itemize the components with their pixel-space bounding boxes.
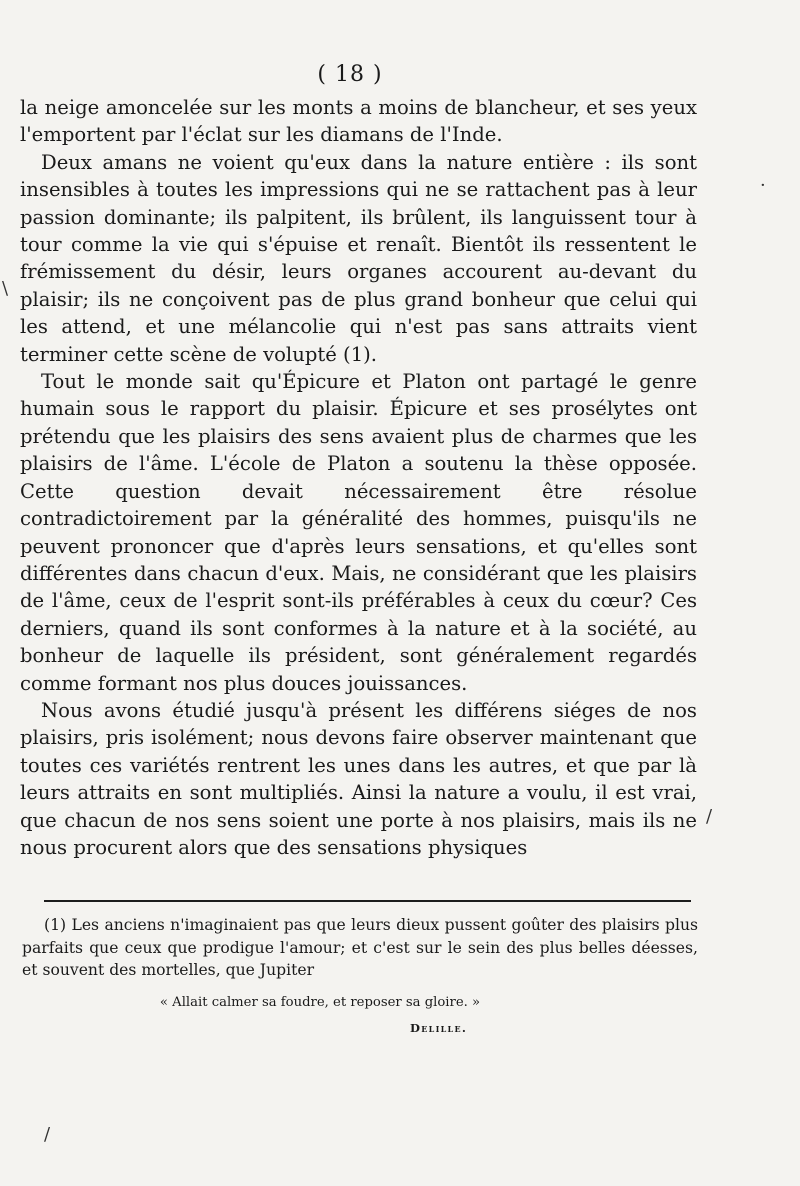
footnote-attribution: Delille. — [410, 1021, 468, 1035]
margin-mark: / — [44, 1124, 51, 1145]
margin-mark: / — [706, 806, 713, 827]
margin-mark: · — [760, 175, 766, 196]
paragraph-epicurus-plato: Tout le monde sait qu'Épicure et Platon ont partagé le genre humain sous le rapport du plaisir. Épicure et ses prosélytes ont prétendu que les plaisirs des sens avaient plus de charmes que les plaisirs de l'âme. L'école de Platon a soutenu la thèse opposée. Cette question devait nécessairement être résolue contradictoirement par la généralité des hommes, puisqu'ils ne peuvent prononcer que d'après leurs sensations, et qu'elles sont différentes dans chacun d'eux. Mais, ne considérant que les plaisirs de l'âme, ceux de l'esprit sont-ils préférables à ceux du cœur? Ces derniers, quand ils sont conformes à la nature et à la société, au bonheur de laquelle ils président, sont généralement regardés comme formant nos plus douces jouissances. — [20, 370, 697, 695]
footnote-text: (1) Les anciens n'imaginaient pas que leurs dieux pussent goûter des plaisirs plus parfaits que ceux que prodigue l'amour; et c'est sur le sein des plus belles déesses, et souvent des mortelles, que Jupiter — [22, 916, 698, 979]
main-text — [20, 94, 697, 861]
page-number: ( 18 ) — [317, 62, 383, 87]
footnote-quote: « Allait calmer sa foudre, et reposer sa gloire. » — [159, 995, 481, 1010]
margin-mark: \ — [2, 278, 9, 299]
paragraph-pleasures-combined: Nous avons étudié jusqu'à présent les différens siéges de nos plaisirs, pris isolément; nous devons faire observer maintenant que toutes ces variétés rentrent les unes dans les autres, et que par là leurs attraits en sont multipliés. Ainsi la nature a voulu, il est vrai, que chacun de nos sens soient une porte à nos plaisirs, mais ils ne nous procurent alors que des sensations physiques — [20, 698, 697, 859]
paragraph-continuation: la neige amoncelée sur les monts a moins de blancheur, et ses yeux l'emportent par l'éclat sur les diamans de l'Inde. — [20, 96, 697, 147]
footnote — [22, 914, 698, 982]
paragraph-lovers: Deux amans ne voient qu'eux dans la nature entière : ils sont insensibles à toutes les impressions qui ne se rattachent pas à leur passion dominante; ils palpitent, ils brûlent, ils languissent tour à tour comme la vie qui s'épuise et renaît. Bientôt ils ressentent le frémissement du désir, leurs organes accourent au-devant du plaisir; ils ne conçoivent pas de plus grand bonheur que celui qui les attend, et une mélancolie qui n'est pas sans attraits vient terminer cette scène de volupté (1). — [20, 150, 697, 366]
footnote-divider — [44, 900, 691, 902]
